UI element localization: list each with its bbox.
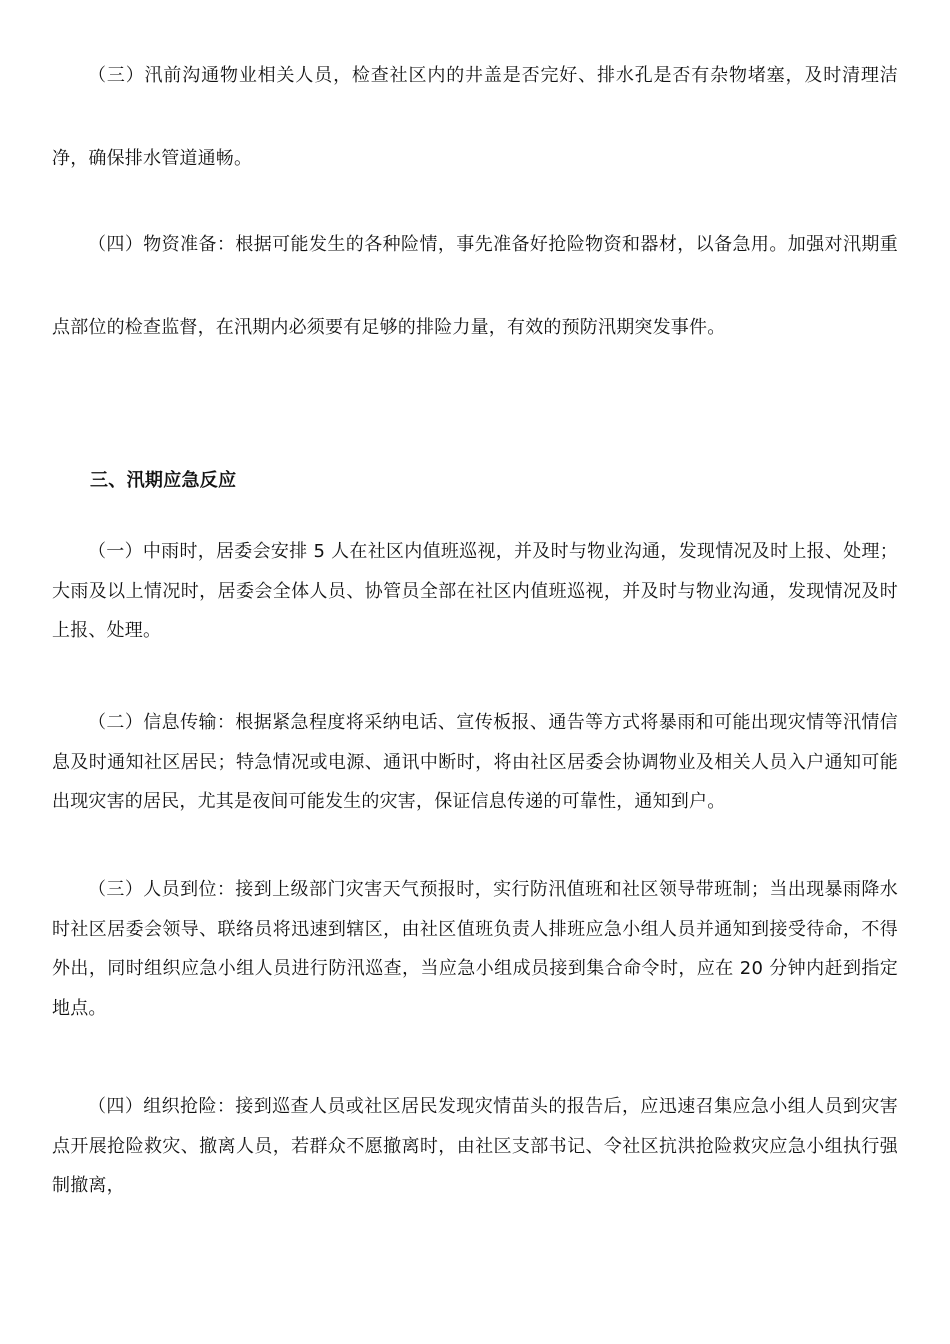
paragraph-information-transmission: （二）信息传输：根据紧急程度将采纳电话、宣传板报、通告等方式将暴雨和可能出现灾情等汛情信息及时通知社区居民；特急情况或电源、通讯中断时，将由社区居委会协调物业及相关人员入户通知可能出现灾害的居民，尤其是夜间可能发生的灾害，保证信息传递的可靠性，通知到户。	[52, 712, 898, 812]
paragraph-personnel-in-place: （三）人员到位：接到上级部门灾害天气预报时，实行防汛值班和社区领导带班制；当出现暴雨降水时社区居委会领导、联络员将迅速到辖区，由社区值班负责人排班应急小组人员并通知到接受待命，不得外出，同时组织应急小组人员进行防汛巡查，当应急小组成员接到集合命令时，应在 20 分钟内赶到指定地点。	[52, 879, 898, 1019]
paragraph-supplies-preparation: （四）物资准备：根据可能发生的各种险情，事先准备好抢险物资和器材，以备急用。加强对汛期重点部位的检查监督，在汛期内必须要有足够的排险力量，有效的预防汛期突发事件。	[52, 234, 898, 338]
paragraph-rain-duty-patrol: （一）中雨时，居委会安排 5 人在社区内值班巡视，并及时与物业沟通，发现情况及时上报、处理；大雨及以上情况时，居委会全体人员、协管员全部在社区内值班巡视，并及时与物业沟通，发现情况及时上报、处理。	[52, 541, 898, 641]
paragraph-drain-check: （三）汛前沟通物业相关人员，检查社区内的井盖是否完好、排水孔是否有杂物堵塞，及时清理洁净，确保排水管道通畅。	[52, 65, 898, 169]
paragraph-organize-rescue: （四）组织抢险：接到巡查人员或社区居民发现灾情苗头的报告后，应迅速召集应急小组人员到灾害点开展抢险救灾、撤离人员，若群众不愿撤离时，由社区支部书记、令社区抗洪抢险救灾应急小组执行强制撤离，	[52, 1096, 898, 1196]
section-heading-flood-emergency-response: 三、汛期应急反应	[90, 470, 237, 491]
